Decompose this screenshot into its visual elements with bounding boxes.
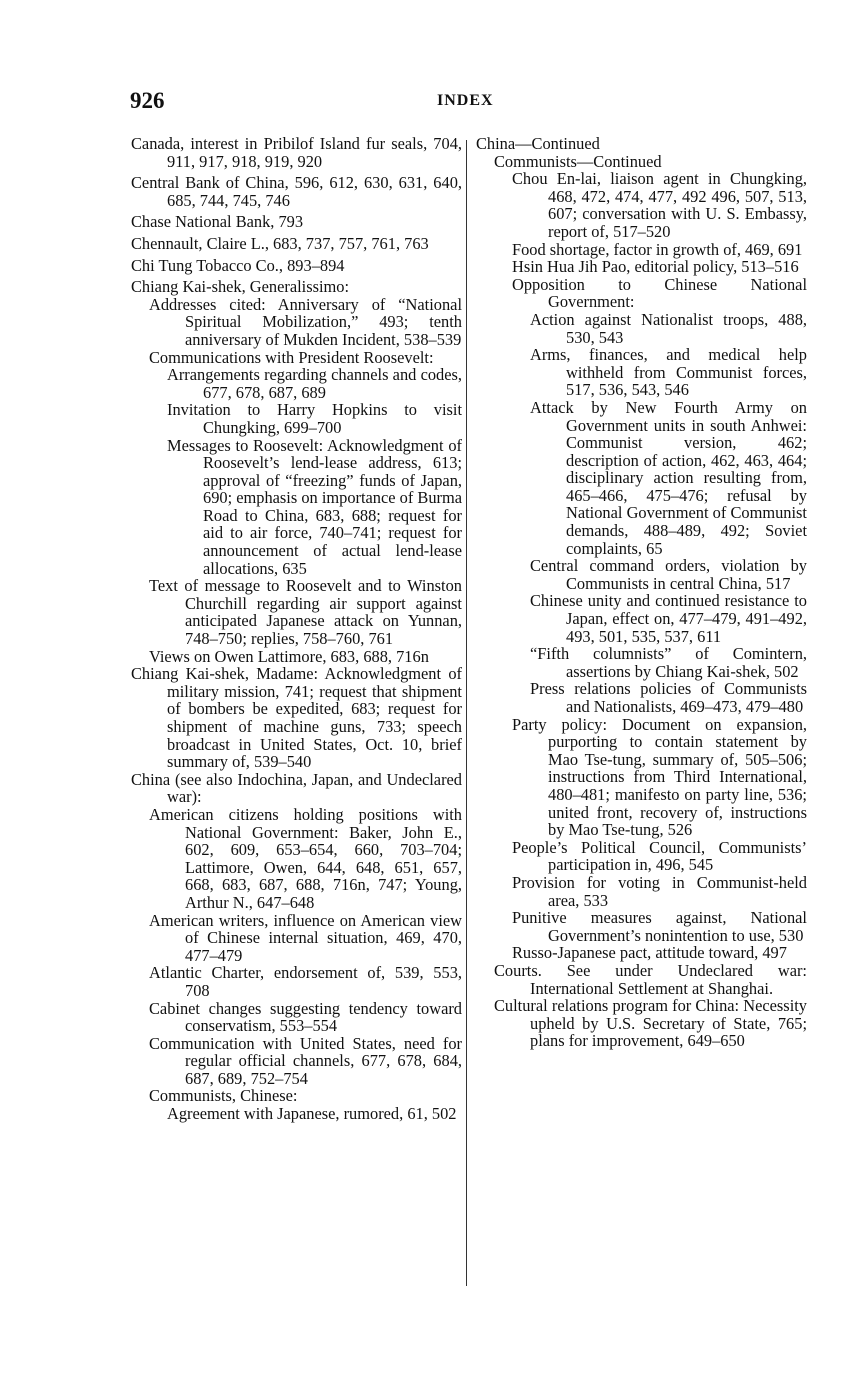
index-entry: Central Bank of China, 596, 612, 630, 631, 640, 685, 744, 745, 746 — [131, 173, 462, 210]
index-entry: Provision for voting in Communist-held area, 533 — [512, 872, 807, 910]
index-entry: Chi Tung Tobacco Co., 893–894 — [131, 255, 345, 275]
index-entry: Action against Nationalist troops, 488, 530, 543 — [530, 309, 807, 347]
right-column — [476, 135, 807, 1050]
index-entry: China (see also Indochina, Japan, and Undeclared war): — [131, 769, 462, 807]
index-entry: Chiang Kai-shek, Madame: Acknowledgment of military mission, 741; request that shipment of bombers be expedited, 683; request for shipment of machine guns, 733; speech broadcast in United States, Oct. 10, brief summary of, 539–540 — [131, 664, 462, 772]
page-number: 926 — [130, 88, 165, 113]
index-entry: Press relations policies of Communists and Nationalists, 469–473, 479–480 — [530, 679, 807, 716]
index-entry: Communists, Chinese: — [149, 1086, 298, 1106]
index-entry: Communists—Continued — [494, 151, 662, 171]
index-entry: Chennault, Claire L., 683, 737, 757, 761, 763 — [131, 233, 429, 253]
index-entry: Agreement with Japanese, rumored, 61, 502 — [167, 1104, 457, 1124]
index-entry: Chase National Bank, 793 — [131, 212, 304, 232]
index-entry: Courts. See under Undeclared war: International Settlement at Shanghai. — [494, 960, 807, 998]
index-entry: Opposition to Chinese National Government: — [512, 274, 807, 312]
running-head: INDEX — [437, 92, 494, 109]
index-entry: Canada, interest in Pribilof Island fur seals, 704, 911, 917, 918, 919, 920 — [131, 134, 462, 171]
index-entry: Food shortage, factor in growth of, 469, 691 — [512, 239, 803, 259]
index-entry: Punitive measures against, National Government’s nonintention to use, 530 — [512, 908, 807, 945]
index-entry: Chiang Kai-shek, Generalissimo: — [131, 277, 350, 297]
index-entry: Arrangements regarding channels and codes, 677, 678, 687, 689 — [167, 365, 462, 402]
index-entry: Views on Owen Lattimore, 683, 688, 716n — [149, 646, 429, 666]
index-entry: American writers, influence on American view of Chinese internal situation, 469, 470, 477–479 — [149, 910, 462, 965]
index-entry: Atlantic Charter, endorsement of, 539, 553, 708 — [149, 963, 462, 1000]
index-entry: Addresses cited: Anniversary of “National Spiritual Mobilization,” 493; tenth anniversary of Mukden Incident, 538–539 — [149, 294, 462, 349]
index-entry: Russo-Japanese pact, attitude toward, 497 — [512, 943, 787, 963]
index-entry: “Fifth columnists” of Comintern, assertions by Chiang Kai-shek, 502 — [530, 644, 807, 681]
index-entry: Text of message to Roosevelt and to Winston Churchill regarding air support against anticipated Japanese attack on Yunnan, 748–750; replies, 758–760, 761 — [149, 576, 462, 649]
column-divider — [466, 140, 467, 1286]
index-entry: Hsin Hua Jih Pao, editorial policy, 513–516 — [512, 257, 799, 277]
index-entry: Attack by New Fourth Army on Government units in south Anhwei: Communist version, 462; description of action, 462, 463, 464; disciplinary action resulting from, 465–466, 475–476; refusal by National Government of Communist demands, 488–489, 492; Soviet complaints, 65 — [530, 397, 807, 558]
left-column — [131, 135, 462, 1123]
index-entry: American citizens holding positions with National Government: Baker, John E., 602, 609, 653–654, 660, 703–704; Lattimore, Owen, 644, 648, 651, 657, 668, 683, 687, 688, 716n, 747; Young, Arthur N., 647–648 — [149, 804, 462, 912]
index-entry: Communication with United States, need for regular official channels, 677, 678, 684, 687, 689, 752–754 — [149, 1033, 462, 1088]
index-entry: Cabinet changes suggesting tendency toward conservatism, 553–554 — [149, 998, 462, 1036]
index-entry: Arms, finances, and medical help withheld from Communist forces, 517, 536, 543, 546 — [530, 345, 807, 400]
index-entry: Cultural relations program for China: Necessity upheld by U.S. Secretary of State, 765; plans for improvement, 649–650 — [494, 996, 807, 1051]
index-entry: Chinese unity and continued resistance to Japan, effect on, 477–479, 491–492, 493, 501, 535, 537, 611 — [530, 591, 807, 646]
index-entry: Invitation to Harry Hopkins to visit Chungking, 699–700 — [167, 400, 462, 437]
index-entry: Central command orders, violation by Communists in central China, 517 — [530, 556, 807, 593]
index-entry: Chou En-lai, liaison agent in Chungking, 468, 472, 474, 477, 492 496, 507, 513, 607; conversation with U. S. Embassy, report of, 517–520 — [512, 169, 807, 241]
index-entry: Communications with President Roosevelt: — [149, 347, 434, 367]
index-entry: People’s Political Council, Communists’ participation in, 496, 545 — [512, 837, 807, 875]
index-entry: Party policy: Document on expansion, purporting to contain statement by Mao Tse-tung, summary of, 505–506; instructions from Third International, 480–481; manifesto on party line, 536; united front, recovery of, instructions by Mao Tse-tung, 526 — [512, 714, 807, 840]
index-entry: China—Continued — [476, 134, 600, 153]
index-entry: Messages to Roosevelt: Acknowledgment of Roosevelt’s lend-lease address, 613; approval of “freezing” funds of Japan, 690; emphasis on importance of Burma Road to China, 683, 688; request for aid to air force, 740–741; request for announcement of actual lend-lease allocations, 635 — [167, 435, 463, 578]
